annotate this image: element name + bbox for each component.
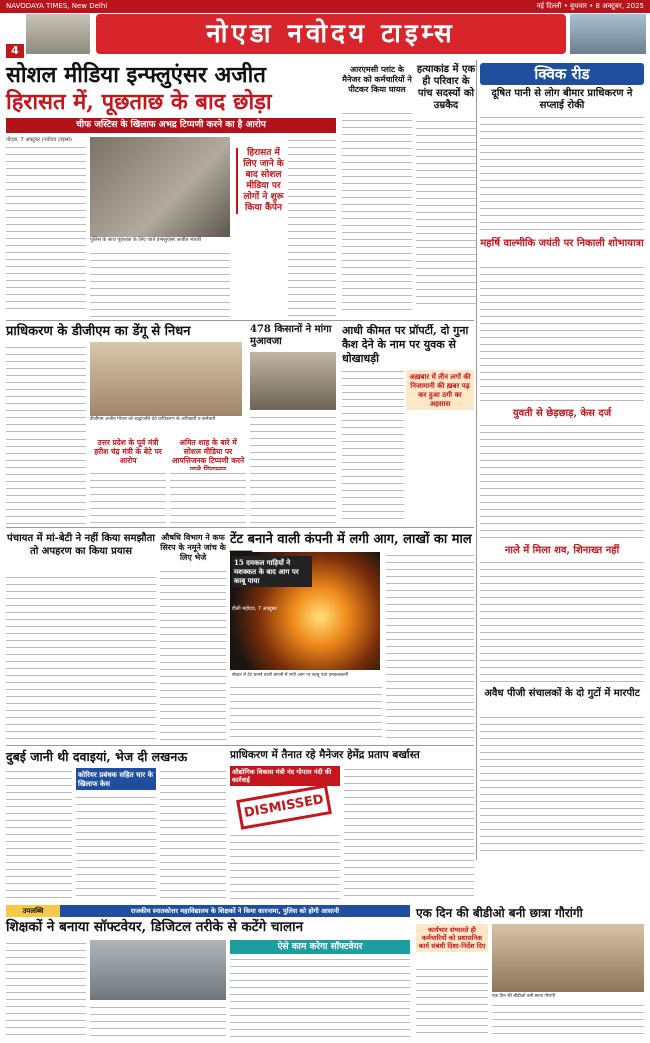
divider-3 bbox=[6, 745, 474, 746]
lead-byline: नोएडा, 7 अक्टूबर (नवोदय टाइम्स) bbox=[6, 137, 72, 143]
software-body-3 bbox=[230, 956, 410, 1038]
manager-headline: प्राधिकरण में तैनात रहे मैनेजर हेमेंद्र प्रताप बर्खास्त bbox=[230, 749, 420, 761]
dgm-photo bbox=[90, 342, 242, 416]
divider-2 bbox=[6, 527, 474, 528]
quick-read-item-5: अवैध पीजी संचालकों के दो गुटों में मारपीट bbox=[484, 688, 640, 699]
fire-caption: सेक्टर में टेंट बनाने वाली कंपनी में लगी आग पर काबू पाते दमकलकर्मी bbox=[232, 673, 349, 678]
lead-body-col4 bbox=[288, 137, 336, 317]
farmers-photo bbox=[250, 352, 336, 410]
bdo-photo bbox=[492, 924, 644, 992]
plant-body bbox=[342, 110, 412, 310]
dgm-body bbox=[6, 344, 86, 432]
medicine-body bbox=[6, 768, 72, 900]
masthead-photo-right bbox=[570, 14, 646, 54]
lead-text-lines bbox=[6, 144, 86, 314]
edition-label: NAVODAYA TIMES, New Delhi bbox=[6, 2, 108, 10]
bdo-body-2 bbox=[492, 1002, 644, 1038]
quick-read-item-3: युवती से छेड़छाड़, केस दर्ज bbox=[512, 408, 612, 419]
software-section: उपलब्धि bbox=[6, 905, 60, 917]
software-body bbox=[6, 940, 86, 1038]
lead-strap: चीफ जस्टिस के खिलाफ अभद्र टिप्पणी करने का है आरोप bbox=[6, 118, 336, 133]
quick-read-item-4: नाले में मिला शव, शिनाख्त नहीं bbox=[504, 545, 620, 556]
amit-body bbox=[170, 470, 246, 524]
quick-read-item-5-body bbox=[480, 714, 644, 854]
fire-body bbox=[386, 552, 474, 742]
software-subband: ऐसे काम करेगा सॉफ्टवेयर bbox=[230, 940, 410, 954]
page-number: 4 bbox=[6, 44, 24, 58]
top-strip bbox=[0, 0, 650, 13]
lead-headline-2 bbox=[6, 89, 336, 116]
up-headline: उत्तर प्रदेश के पूर्व मंत्री हरीश चंद्र मंत्री के बेटे पर आरोप bbox=[94, 438, 162, 465]
manager-kicker: औद्योगिक विकास मंत्री नंद गोपाल नंदी की कार्रवाई bbox=[230, 766, 340, 786]
farmers-headline: 478 किसानों ने मांगा मुआवजा bbox=[250, 324, 332, 347]
sidebar-divider bbox=[476, 60, 477, 860]
manager-body bbox=[230, 832, 340, 900]
lead-body-col1 bbox=[6, 137, 86, 317]
quick-read-title: क्विक रीड bbox=[480, 63, 644, 85]
masthead-photo-left bbox=[26, 14, 90, 54]
drug-body bbox=[160, 568, 226, 742]
divider-1 bbox=[6, 320, 474, 321]
quick-read-item-2-body bbox=[480, 264, 644, 404]
lead-photo bbox=[90, 137, 230, 237]
software-banner: राजकीय स्नातकोत्तर महाविद्यालय के शिक्षकों ने किया कारनामा, पुलिस को होगी आसानी bbox=[60, 905, 410, 917]
lead-box: हिरासत में लिए जाने के बाद सोशल मीडिया पर लोगों ने शुरू किया कैंपेन bbox=[236, 148, 286, 214]
dgm-headline: प्राधिकरण के डीजीएम का डेंगू से निधन bbox=[6, 324, 191, 339]
up-body bbox=[90, 470, 166, 524]
software-headline: शिक्षकों ने बनाया सॉफ्टवेयर, डिजिटल तरीके से कटेंगे चालान bbox=[6, 919, 304, 935]
date-line: नई दिल्ली • बुधवार • 8 अक्टूबर, 2025 bbox=[536, 2, 644, 10]
lead-body-col2 bbox=[90, 250, 230, 317]
panchayat-headline: पंचायत में मां-बेटी ने नहीं किया समझौता तो अपहरण का किया प्रयास bbox=[7, 533, 155, 557]
family-body bbox=[416, 118, 476, 310]
bdo-headline: एक दिन की बीडीओ बनी छात्रा गौरांगी bbox=[416, 906, 583, 920]
lead-caption: पुलिस के साथ पूछताछ के लिए जाते इन्फ्लुएंसर अजीत भारती bbox=[90, 237, 201, 243]
quick-read-item-3-body bbox=[480, 422, 644, 540]
fire-headline-text: टेंट बनाने वाली कंपनी में लगी आग, लाखों का माल bbox=[230, 532, 472, 547]
bdo-body bbox=[416, 966, 488, 1038]
quick-read-item-2: महर्षि वाल्मीकि जयंती पर निकाली शोभायात्रा bbox=[480, 238, 644, 249]
bdo-caption: एक दिन की बीडीओ बनी छात्रा गौरांगी bbox=[492, 994, 556, 999]
newspaper-logo: नोएडा नवोदय टाइम्स bbox=[96, 14, 566, 54]
software-photo bbox=[90, 940, 226, 1000]
dismissed-stamp: DISMISSED bbox=[236, 784, 332, 830]
dgm-caption: डीजीएम अजीत गोयल को श्रद्धांजलि देते प्राधिकरण के अधिकारी व कर्मचारी bbox=[90, 417, 216, 422]
dgm-body-2 bbox=[6, 436, 86, 524]
medicine-box: कोरियर प्रबंधक सहित चार के खिलाफ केस bbox=[76, 768, 156, 790]
quick-read-item-1: दूषित पानी से लोग बीमार प्राधिकरण ने सप्लाई रोकी bbox=[491, 88, 633, 111]
medicine-headline: दुबई जानी थी दवाइयां, भेज दी लखनऊ bbox=[6, 749, 188, 764]
amit-headline: अमित शाह के बारे में सोशल मीडिया पर आपत्तिजनक टिप्पणी करने bbox=[171, 438, 245, 465]
property-body bbox=[342, 368, 404, 524]
quick-read-item-1-body bbox=[480, 114, 644, 234]
medicine-body-3 bbox=[160, 768, 226, 900]
plant-headline: आरएमसी प्लांट के मैनेजर को कर्मचारियों ने पीटकर किया घायल bbox=[342, 64, 412, 94]
fire-dateline: डीसी महोदय, 7 अक्टूबर bbox=[232, 606, 277, 612]
fire-body-2 bbox=[230, 684, 382, 742]
medicine-body-2 bbox=[76, 794, 156, 900]
property-box: अख़बार में तीन लगों की निजामानी की ख़बर पढ़ कर हुआ ठगी का अहसास bbox=[406, 370, 474, 410]
panchayat-body bbox=[6, 574, 156, 742]
farmers-body bbox=[250, 414, 336, 524]
bdo-box: कार्यभार संभालते ही कर्मचारियों को प्रशासनिक कार्य संबंधी दिशा-निर्देश दिए bbox=[416, 924, 488, 952]
quick-read-item-4-body bbox=[480, 559, 644, 683]
family-headline: हत्याकांड में एक ही परिवार के पांच सदस्यों को उम्रकैद bbox=[416, 64, 476, 111]
drug-headline: औषधि विभाग ने कफ सिरप के नमूने जांच के लिए भेजे bbox=[160, 532, 226, 562]
software-body-2 bbox=[90, 1004, 226, 1038]
manager-body-2 bbox=[344, 766, 474, 900]
lead-headline-1: सोशल मीडिया इन्फ्लुएंसर अजीत bbox=[6, 62, 266, 88]
lead-headline-2-text: हिरासत में, पूछताछ के बाद छोड़ा bbox=[6, 89, 272, 115]
fire-box: 15 दमकल गाड़ियों ने मशक्कत के बाद आग पर काबू पाया bbox=[232, 556, 312, 587]
property-headline: आधी कीमत पर प्रॉपर्टी, दो गुना कैश देने के नाम पर युवक से धोखाधड़ी bbox=[342, 324, 469, 365]
